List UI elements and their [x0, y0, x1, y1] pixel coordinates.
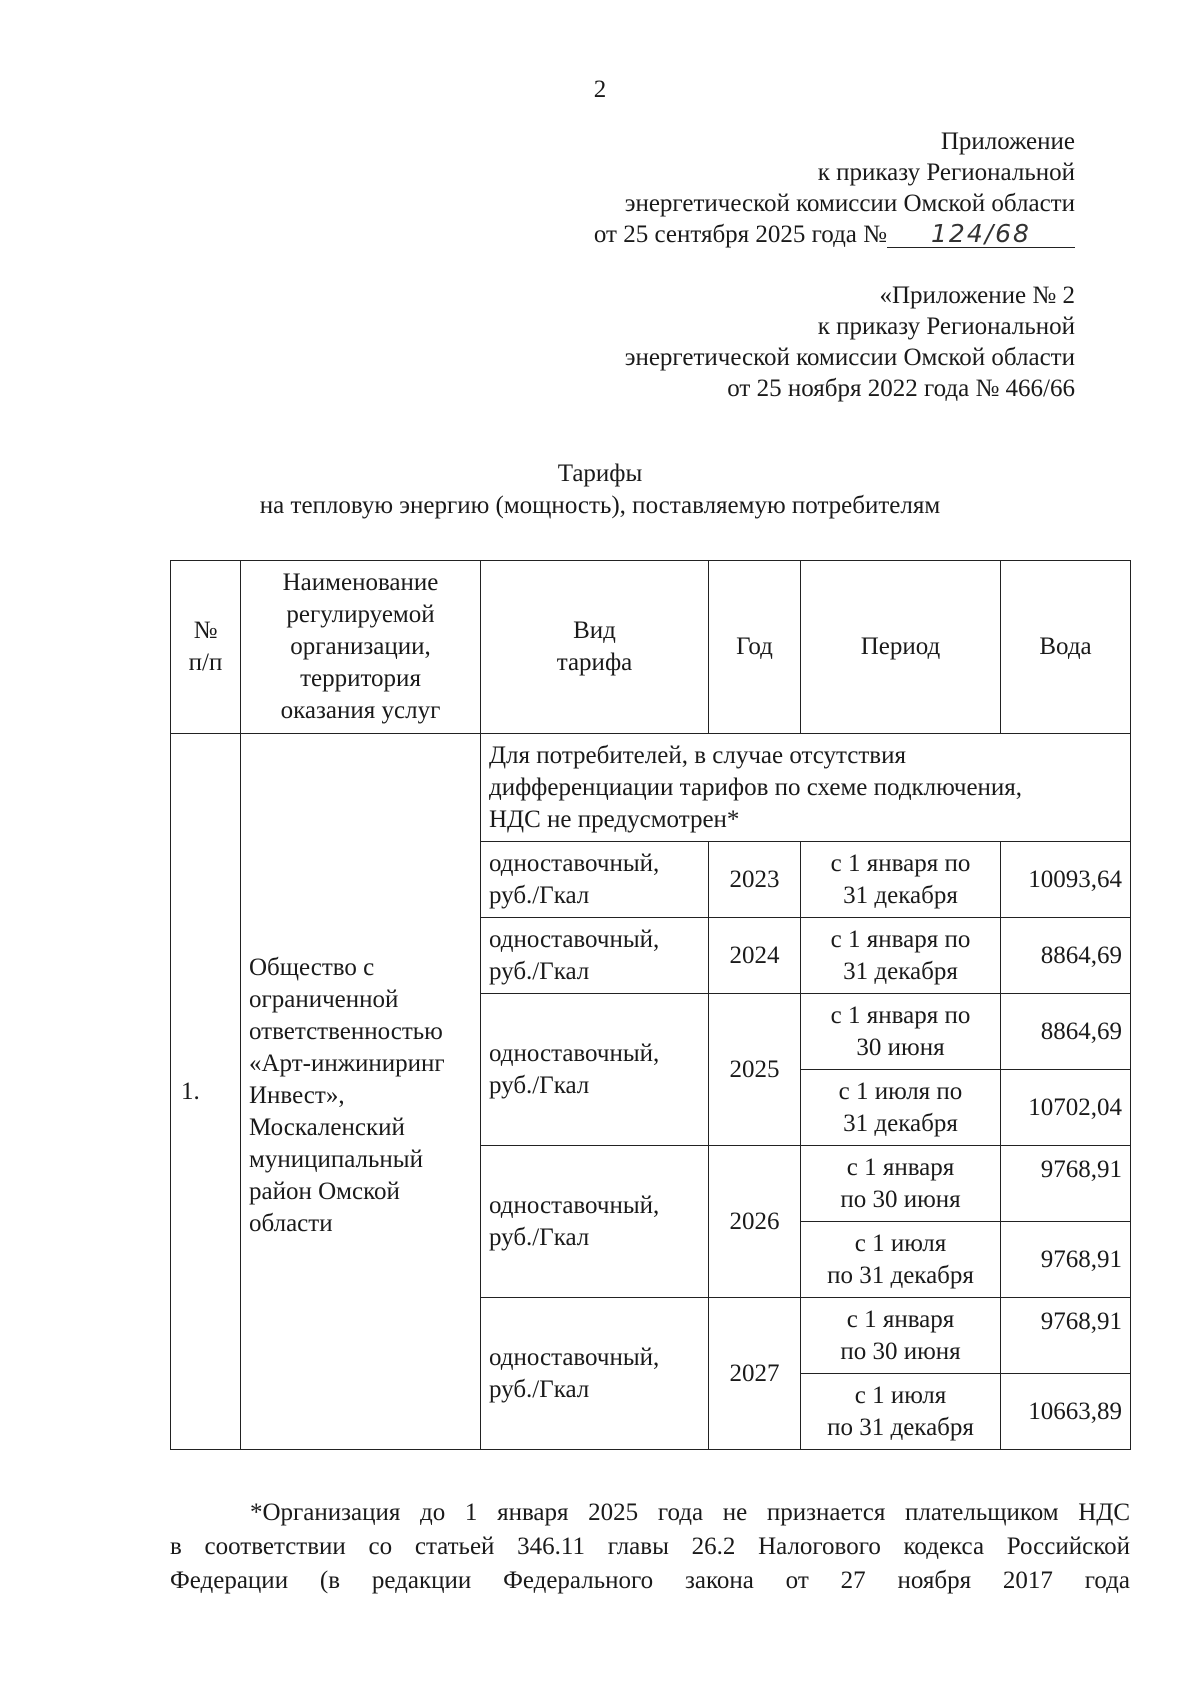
tariff-type-cell: одноставочный, руб./Гкал [481, 1146, 709, 1298]
tariff-type-cell: одноставочный, руб./Гкал [481, 842, 709, 918]
tariff-type-cell: одноставочный, руб./Гкал [481, 1298, 709, 1450]
prev-appendix-line-2: к приказу Региональной [817, 313, 1075, 340]
appendix-header [594, 126, 1075, 250]
appendix-date: от 25 сентября 2025 года № [593, 221, 887, 248]
table-row [171, 734, 1131, 842]
header-year: Год [709, 561, 801, 734]
water-value-cell: 9768,91 [1001, 1146, 1131, 1222]
previous-appendix-header [625, 280, 1075, 404]
appendix-line-3: энергетической комиссии Омской области [624, 190, 1075, 217]
tariff-type-cell: одноставочный, руб./Гкал [481, 918, 709, 994]
period-cell: с 1 июля по 31 декабря [801, 1222, 1001, 1298]
prev-appendix-line-4: от 25 ноября 2022 года № 466/66 [727, 375, 1075, 402]
handwritten-order-number: 124/68 [887, 221, 1075, 248]
period-cell: с 1 июля по 31 декабря [801, 1070, 1001, 1146]
year-cell: 2025 [709, 994, 801, 1146]
tariff-table [170, 560, 1131, 1450]
period-cell: с 1 января по 31 декабря [801, 918, 1001, 994]
water-value-cell: 8864,69 [1001, 918, 1131, 994]
footnote [170, 1496, 1130, 1598]
year-cell: 2024 [709, 918, 801, 994]
appendix-line-2: к приказу Региональной [817, 159, 1075, 186]
water-value-cell: 8864,69 [1001, 994, 1131, 1070]
period-cell: с 1 января по 30 июня [801, 1146, 1001, 1222]
footnote-line-2: в соответствии со статьей 346.11 главы 26.2 Налогового кодекса Российской [170, 1533, 1130, 1560]
prev-appendix-line-3: энергетической комиссии Омской области [624, 344, 1075, 371]
year-cell: 2023 [709, 842, 801, 918]
table-header-row [171, 561, 1131, 734]
year-cell: 2026 [709, 1146, 801, 1298]
period-cell: с 1 января по 30 июня [801, 1298, 1001, 1374]
header-organization: Наименование регулируемой организации, территория оказания услуг [241, 561, 481, 734]
footnote-line-3: Федерации (в редакции Федерального закона от 27 ноября 2017 года [170, 1567, 1130, 1594]
period-cell: с 1 января по 30 июня [801, 994, 1001, 1070]
water-value-cell: 9768,91 [1001, 1298, 1131, 1374]
period-cell: с 1 января по 31 декабря [801, 842, 1001, 918]
section-label: Для потребителей, в случае отсутствия дифференциации тарифов по схеме подключения, НДС не предусмотрен* [481, 734, 1131, 842]
header-water: Вода [1001, 561, 1131, 734]
appendix-line-1: Приложение [940, 128, 1075, 155]
page-number: 2 [593, 76, 607, 103]
water-value-cell: 9768,91 [1001, 1222, 1131, 1298]
header-period: Период [801, 561, 1001, 734]
header-tariff-type: Вид тарифа [481, 561, 709, 734]
title-line-1: Тарифы [557, 460, 643, 487]
water-value-cell: 10663,89 [1001, 1374, 1131, 1450]
footnote-line-1: *Организация до 1 января 2025 года не признается плательщиком НДС [250, 1499, 1130, 1526]
year-cell: 2027 [709, 1298, 801, 1450]
prev-appendix-line-1: «Приложение № 2 [879, 282, 1075, 309]
water-value-cell: 10702,04 [1001, 1070, 1131, 1146]
tariff-type-cell: одноставочный, руб./Гкал [481, 994, 709, 1146]
title-line-2: на тепловую энергию (мощность), поставляемую потребителям [259, 492, 941, 519]
appendix-line-4 [594, 219, 1075, 250]
organization-name: Общество с ограниченной ответственностью «Арт-инжиниринг Инвест», Москаленский муниципальный район Омской области [241, 734, 481, 1450]
row-number: 1. [171, 734, 241, 1450]
water-value-cell: 10093,64 [1001, 842, 1131, 918]
document-title [0, 458, 1200, 522]
period-cell: с 1 июля по 31 декабря [801, 1374, 1001, 1450]
header-num: № п/п [171, 561, 241, 734]
